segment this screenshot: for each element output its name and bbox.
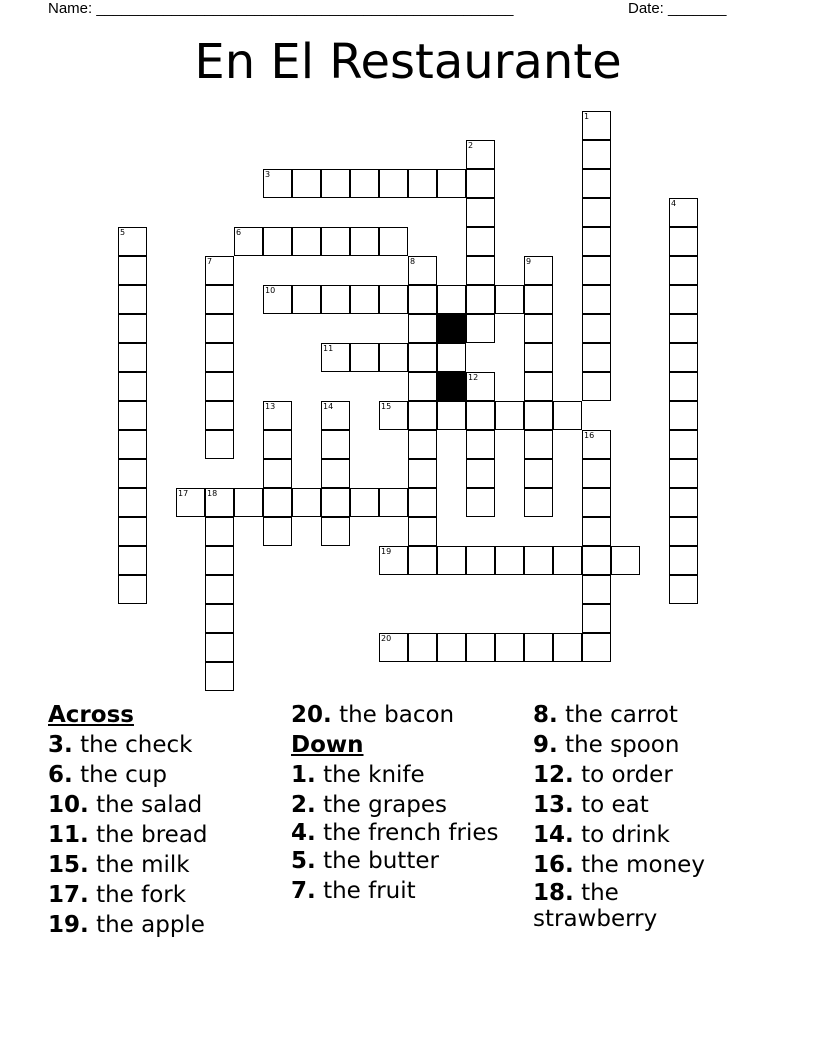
crossword-cell[interactable] [118, 285, 147, 314]
clue-across: 15. the milk [48, 852, 190, 878]
crossword-cell[interactable] [669, 401, 698, 430]
crossword-cell[interactable] [553, 546, 582, 575]
across-heading: Across [48, 702, 134, 728]
down-heading: Down [291, 732, 364, 758]
crossword-cell[interactable] [205, 430, 234, 459]
crossword-cell[interactable] [466, 285, 495, 314]
crossword-cell[interactable] [466, 372, 495, 401]
crossword-cell[interactable] [582, 256, 611, 285]
crossword-cell[interactable] [118, 488, 147, 517]
crossword-cell[interactable] [466, 430, 495, 459]
crossword-cell[interactable] [118, 343, 147, 372]
crossword-cell[interactable] [582, 169, 611, 198]
crossword-cell[interactable] [118, 227, 147, 256]
clue-number: 8 [410, 257, 416, 266]
crossword-cell[interactable] [437, 343, 466, 372]
clue-column-2 [291, 700, 506, 906]
crossword-cell[interactable] [582, 140, 611, 169]
crossword-cell[interactable] [524, 488, 553, 517]
clue-across: 6. the cup [48, 762, 167, 788]
crossword-block [437, 314, 466, 343]
crossword-cell[interactable] [118, 546, 147, 575]
crossword-cell[interactable] [321, 430, 350, 459]
crossword-cell[interactable] [263, 169, 292, 198]
clue-down: 5. the butter [291, 848, 439, 874]
clue-number: 7 [207, 257, 213, 266]
crossword-cell[interactable] [321, 517, 350, 546]
crossword-cell[interactable] [408, 633, 437, 662]
crossword-cell[interactable] [466, 198, 495, 227]
clue-number: 12 [468, 373, 479, 382]
crossword-cell[interactable] [321, 488, 350, 517]
crossword-cell[interactable] [321, 169, 350, 198]
crossword-cell[interactable] [669, 488, 698, 517]
crossword-cell[interactable] [205, 314, 234, 343]
crossword-cell[interactable] [582, 517, 611, 546]
clue-across: 11. the bread [48, 822, 208, 848]
crossword-cell[interactable] [205, 285, 234, 314]
crossword-cell[interactable] [350, 343, 379, 372]
crossword-cell[interactable] [669, 459, 698, 488]
clue-number: 9 [526, 257, 532, 266]
crossword-cell[interactable] [408, 488, 437, 517]
crossword-cell[interactable] [466, 140, 495, 169]
crossword-cell[interactable] [582, 633, 611, 662]
crossword-cell[interactable] [379, 343, 408, 372]
crossword-cell[interactable] [350, 169, 379, 198]
crossword-cell[interactable] [379, 488, 408, 517]
crossword-cell[interactable] [408, 314, 437, 343]
crossword-cell[interactable] [292, 169, 321, 198]
crossword-cell[interactable] [669, 575, 698, 604]
crossword-cell[interactable] [437, 285, 466, 314]
crossword-cell[interactable] [379, 227, 408, 256]
crossword-cell[interactable] [437, 633, 466, 662]
crossword-cell[interactable] [582, 227, 611, 256]
crossword-cell[interactable] [205, 256, 234, 285]
crossword-cell[interactable] [669, 256, 698, 285]
crossword-cell[interactable] [582, 459, 611, 488]
crossword-cell[interactable] [408, 459, 437, 488]
crossword-cell[interactable] [292, 227, 321, 256]
crossword-cell[interactable] [495, 546, 524, 575]
crossword-cell[interactable] [118, 575, 147, 604]
crossword-cell[interactable] [669, 546, 698, 575]
crossword-cell[interactable] [466, 546, 495, 575]
crossword-cell[interactable] [321, 227, 350, 256]
crossword-cell[interactable] [669, 285, 698, 314]
crossword-cell[interactable] [118, 517, 147, 546]
crossword-cell[interactable] [582, 488, 611, 517]
crossword-cell[interactable] [466, 633, 495, 662]
crossword-cell[interactable] [466, 459, 495, 488]
crossword-cell[interactable] [205, 604, 234, 633]
crossword-cell[interactable] [205, 633, 234, 662]
clue-down: 12. to order [533, 762, 673, 788]
crossword-cell[interactable] [524, 633, 553, 662]
crossword-cell[interactable] [205, 546, 234, 575]
clue-number: 2 [468, 141, 474, 150]
crossword-cell[interactable] [118, 459, 147, 488]
crossword-cell[interactable] [379, 169, 408, 198]
clue-number: 13 [265, 402, 276, 411]
clue-number: 15 [381, 402, 392, 411]
crossword-cell[interactable] [524, 430, 553, 459]
crossword-cell[interactable] [205, 372, 234, 401]
crossword-cell[interactable] [495, 633, 524, 662]
clue-down: 16. the money [533, 852, 705, 878]
page-title: En El Restaurante [194, 34, 622, 90]
clue-down: 8. the carrot [533, 702, 678, 728]
crossword-cell[interactable] [437, 169, 466, 198]
crossword-cell[interactable] [321, 343, 350, 372]
crossword-cell[interactable] [263, 517, 292, 546]
crossword-cell[interactable] [205, 488, 234, 517]
crossword-cell[interactable] [582, 546, 611, 575]
crossword-cell[interactable] [582, 372, 611, 401]
crossword-cell[interactable] [118, 430, 147, 459]
crossword-cell[interactable] [118, 314, 147, 343]
crossword-cell[interactable] [437, 401, 466, 430]
name-field-label[interactable]: Name: __________________________________________________ [48, 0, 514, 17]
crossword-cell[interactable] [350, 285, 379, 314]
crossword-cell[interactable] [582, 343, 611, 372]
crossword-cell[interactable] [466, 256, 495, 285]
crossword-cell[interactable] [408, 372, 437, 401]
crossword-cell[interactable] [524, 256, 553, 285]
crossword-cell[interactable] [205, 343, 234, 372]
crossword-cell[interactable] [350, 227, 379, 256]
crossword-cell[interactable] [524, 285, 553, 314]
clue-number: 5 [120, 228, 126, 237]
crossword-cell[interactable] [669, 430, 698, 459]
crossword-cell[interactable] [524, 372, 553, 401]
crossword-cell[interactable] [408, 169, 437, 198]
crossword-cell[interactable] [466, 169, 495, 198]
crossword-cell[interactable] [466, 488, 495, 517]
crossword-cell[interactable] [524, 459, 553, 488]
crossword-cell[interactable] [263, 488, 292, 517]
crossword-cell[interactable] [321, 285, 350, 314]
clue-across: 19. the apple [48, 912, 205, 938]
clue-down: 9. the spoon [533, 732, 680, 758]
crossword-cell[interactable] [466, 401, 495, 430]
crossword-cell[interactable] [466, 314, 495, 343]
crossword-cell[interactable] [582, 314, 611, 343]
crossword-cell[interactable] [582, 111, 611, 140]
crossword-cell[interactable] [118, 372, 147, 401]
crossword-cell[interactable] [408, 256, 437, 285]
clue-number: 3 [265, 170, 271, 179]
crossword-cell[interactable] [582, 285, 611, 314]
clue-number: 19 [381, 547, 392, 556]
clue-number: 6 [236, 228, 242, 237]
crossword-cell[interactable] [553, 633, 582, 662]
crossword-cell[interactable] [524, 314, 553, 343]
crossword-cell[interactable] [408, 430, 437, 459]
crossword-cell[interactable] [118, 256, 147, 285]
crossword-cell[interactable] [205, 517, 234, 546]
crossword-cell[interactable] [669, 517, 698, 546]
clue-down: 18. the strawberry [533, 880, 658, 932]
crossword-cell[interactable] [350, 488, 379, 517]
crossword-cell[interactable] [379, 401, 408, 430]
clue-down: 13. to eat [533, 792, 649, 818]
clue-number: 10 [265, 286, 276, 295]
clue-down: 2. the grapes [291, 792, 448, 818]
date-field-label[interactable]: Date: _______ [628, 0, 727, 17]
crossword-cell[interactable] [582, 430, 611, 459]
clue-column-3 [533, 700, 748, 932]
crossword-cell[interactable] [118, 401, 147, 430]
crossword-cell[interactable] [582, 198, 611, 227]
clue-number: 11 [323, 344, 334, 353]
crossword-cell[interactable] [176, 488, 205, 517]
clue-number: 17 [178, 489, 189, 498]
crossword-cell[interactable] [611, 546, 640, 575]
crossword-cell[interactable] [205, 401, 234, 430]
crossword-cell[interactable] [234, 227, 263, 256]
clue-across: 20. the bacon [291, 702, 455, 728]
clue-number: 1 [584, 112, 590, 121]
crossword-cell[interactable] [524, 343, 553, 372]
crossword-cell[interactable] [292, 488, 321, 517]
clue-number: 20 [381, 634, 392, 643]
crossword-cell[interactable] [408, 517, 437, 546]
crossword-cell[interactable] [669, 227, 698, 256]
crossword-cell[interactable] [379, 546, 408, 575]
clue-number: 16 [584, 431, 595, 440]
clue-down: 7. the fruit [291, 878, 416, 904]
clue-column-1 [48, 700, 208, 940]
crossword-cell[interactable] [263, 227, 292, 256]
crossword-cell[interactable] [408, 343, 437, 372]
crossword-cell[interactable] [234, 488, 263, 517]
crossword-cell[interactable] [408, 285, 437, 314]
crossword-cell[interactable] [321, 459, 350, 488]
clue-number: 14 [323, 402, 334, 411]
clue-across: 3. the check [48, 732, 193, 758]
crossword-cell[interactable] [524, 401, 553, 430]
crossword-cell[interactable] [582, 604, 611, 633]
crossword-cell[interactable] [669, 343, 698, 372]
crossword-cell[interactable] [408, 401, 437, 430]
crossword-cell[interactable] [669, 198, 698, 227]
clue-down: 1. the knife [291, 762, 425, 788]
crossword-cell[interactable] [263, 430, 292, 459]
crossword-cell[interactable] [263, 459, 292, 488]
crossword-cell[interactable] [263, 401, 292, 430]
crossword-cell[interactable] [379, 633, 408, 662]
clue-number: 18 [207, 489, 218, 498]
clue-across: 17. the fork [48, 882, 187, 908]
crossword-cell[interactable] [495, 401, 524, 430]
crossword-cell[interactable] [292, 285, 321, 314]
crossword-cell[interactable] [321, 401, 350, 430]
clue-across: 10. the salad [48, 792, 203, 818]
crossword-cell[interactable] [408, 546, 437, 575]
crossword-cell[interactable] [495, 285, 524, 314]
crossword-cell[interactable] [524, 546, 553, 575]
crossword-cell[interactable] [437, 546, 466, 575]
clue-down: 14. to drink [533, 822, 670, 848]
crossword-cell[interactable] [466, 227, 495, 256]
clue-down: 4. the french fries [291, 820, 499, 846]
crossword-cell[interactable] [582, 575, 611, 604]
crossword-cell[interactable] [553, 401, 582, 430]
crossword-cell[interactable] [263, 285, 292, 314]
clue-number: 4 [671, 199, 677, 208]
crossword-cell[interactable] [379, 285, 408, 314]
crossword-cell[interactable] [205, 575, 234, 604]
crossword-cell[interactable] [669, 314, 698, 343]
crossword-cell[interactable] [205, 662, 234, 691]
crossword-block [437, 372, 466, 401]
crossword-cell[interactable] [669, 372, 698, 401]
